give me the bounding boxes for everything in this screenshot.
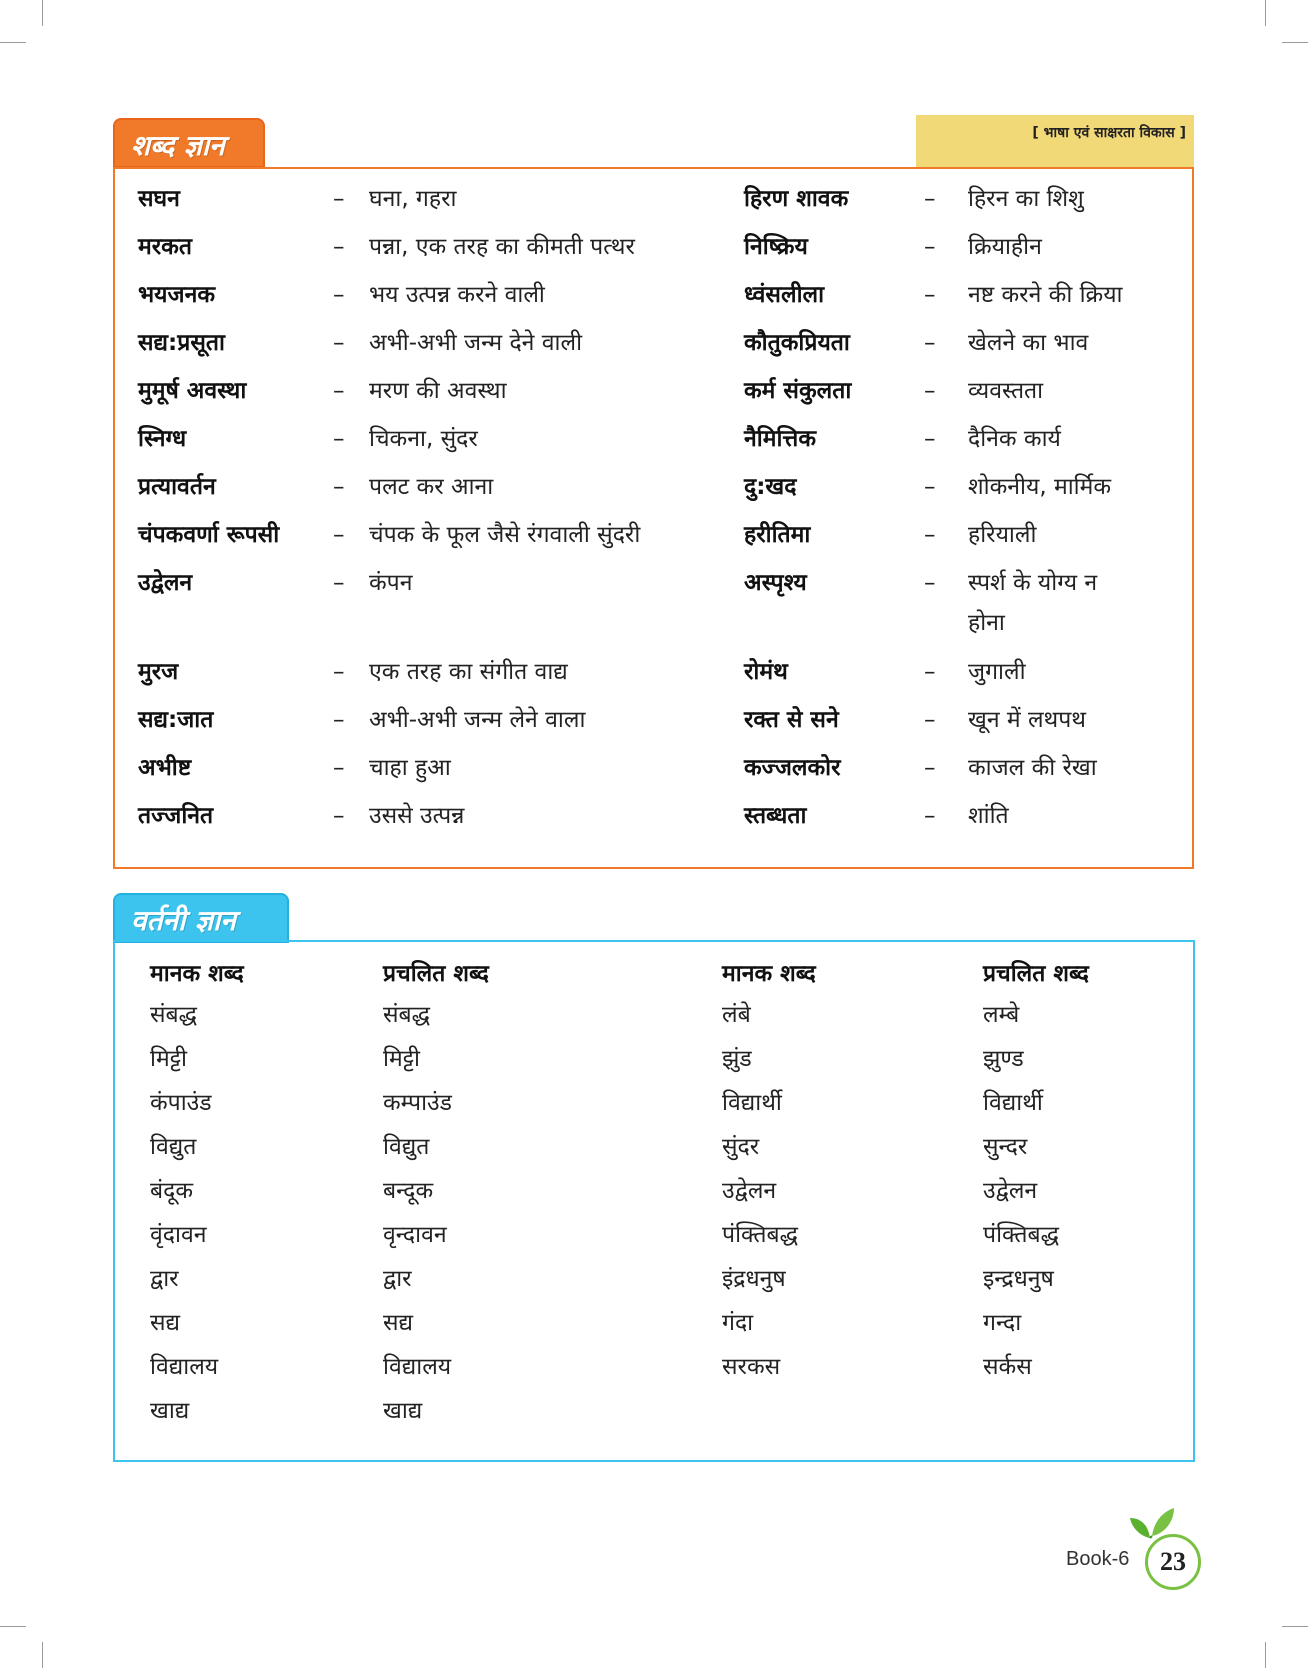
vocab-term: रक्त से सने — [744, 707, 839, 733]
common-word: इन्द्रधनुष — [983, 1266, 1054, 1292]
vocab-meaning: पन्ना, एक तरह का कीमती पत्थर — [369, 234, 635, 260]
dash-separator: – — [924, 234, 936, 260]
common-word: कम्पाउंड — [383, 1090, 452, 1116]
standard-word: सुंदर — [722, 1134, 760, 1160]
vocab-term: दु:खद — [744, 474, 797, 500]
crop-mark — [1265, 0, 1266, 26]
common-word: उद्वेलन — [983, 1178, 1038, 1204]
standard-word: विद्यार्थी — [722, 1090, 782, 1116]
vocab-term: सद्य:प्रसूता — [138, 330, 225, 356]
common-word: संबद्ध — [383, 1002, 431, 1028]
vocab-term: कज्जलकोर — [744, 755, 841, 781]
crop-mark — [1282, 1626, 1308, 1627]
vocab-term: तज्जनित — [138, 803, 214, 829]
standard-word: सरकस — [722, 1354, 781, 1380]
common-word: सर्कस — [983, 1354, 1032, 1380]
vocab-term: अस्पृश्य — [744, 570, 807, 596]
dash-separator: – — [333, 522, 345, 548]
vocab-term: कौतुकप्रियता — [744, 330, 850, 356]
vocab-meaning: घना, गहरा — [369, 186, 457, 212]
vocab-term: मुमूर्ष अवस्था — [138, 378, 247, 404]
common-word: पंक्तिबद्ध — [983, 1222, 1059, 1248]
vocab-meaning: चंपक के फूल जैसे रंगवाली सुंदरी — [369, 522, 641, 548]
vocab-meaning: शोकनीय, मार्मिक — [968, 474, 1112, 500]
vocab-term: हिरण शावक — [744, 186, 849, 212]
common-word: झुण्ड — [983, 1046, 1024, 1072]
page-number-badge — [1145, 1534, 1201, 1590]
dash-separator: – — [333, 474, 345, 500]
vocab-term: ध्वंसलीला — [744, 282, 825, 308]
dash-separator: – — [333, 659, 345, 685]
dash-separator: – — [333, 570, 345, 596]
standard-word: सद्य — [150, 1310, 181, 1336]
vocab-term: स्निग्ध — [138, 426, 187, 452]
column-header-standard: मानक शब्द — [722, 961, 816, 987]
book-label: Book-6 — [1066, 1548, 1130, 1570]
crop-mark — [42, 0, 43, 26]
vocab-term: स्तब्धता — [744, 803, 807, 829]
vocab-term: प्रत्यावर्तन — [138, 474, 216, 500]
dash-separator: – — [924, 186, 936, 212]
dash-separator: – — [924, 803, 936, 829]
standard-word: वृंदावन — [150, 1222, 207, 1248]
standard-word: कंपाउंड — [150, 1090, 212, 1116]
vocab-meaning: दैनिक कार्य — [968, 426, 1061, 452]
page-number: 23 — [1160, 1547, 1186, 1576]
subject-tag: [ भाषा एवं साक्षरता विकास ] — [1032, 125, 1186, 141]
dash-separator: – — [333, 426, 345, 452]
column-header-standard: मानक शब्द — [150, 961, 244, 987]
vocab-term: सघन — [138, 186, 180, 212]
vocab-meaning: एक तरह का संगीत वाद्य — [369, 659, 568, 685]
dash-separator: – — [333, 234, 345, 260]
vocab-term: चंपकवर्णा रूपसी — [138, 522, 280, 548]
standard-word: खाद्य — [150, 1398, 190, 1424]
common-word: सद्य — [383, 1310, 414, 1336]
vocab-meaning: शांति — [968, 803, 1009, 829]
vocab-meaning: काजल की रेखा — [968, 755, 1097, 781]
spelling-section-title: वर्तनी ज्ञान — [131, 904, 236, 937]
crop-mark — [42, 1642, 43, 1668]
dash-separator: – — [333, 707, 345, 733]
dash-separator: – — [924, 570, 936, 596]
vocab-meaning: चिकना, सुंदर — [369, 426, 478, 452]
vocab-term: मरकत — [138, 234, 192, 260]
dash-separator: – — [924, 282, 936, 308]
dash-separator: – — [924, 426, 936, 452]
vocab-meaning: हिरन का शिशु — [968, 186, 1084, 212]
common-word: गन्दा — [983, 1310, 1022, 1336]
subject-tag-band — [916, 115, 1194, 167]
standard-word: संबद्ध — [150, 1002, 198, 1028]
dash-separator: – — [924, 707, 936, 733]
standard-word: लंबे — [722, 1002, 751, 1028]
vocab-section-tab — [113, 118, 265, 168]
vocab-term: निष्क्रिय — [744, 234, 808, 260]
common-word: विद्यालय — [383, 1354, 452, 1380]
vocab-meaning: जुगाली — [968, 659, 1026, 685]
standard-word: पंक्तिबद्ध — [722, 1222, 798, 1248]
standard-word: विद्यालय — [150, 1354, 219, 1380]
common-word: मिट्टी — [383, 1046, 420, 1072]
dash-separator: – — [924, 522, 936, 548]
vocab-meaning: उससे उत्पन्न — [369, 803, 465, 829]
vocab-meaning: हरियाली — [968, 522, 1037, 548]
vocab-meaning: व्यवस्तता — [968, 378, 1044, 404]
common-word: खाद्य — [383, 1398, 423, 1424]
crop-mark — [1282, 42, 1308, 43]
vocab-term: हरीतिमा — [744, 522, 811, 548]
dash-separator: – — [924, 378, 936, 404]
dash-separator: – — [333, 282, 345, 308]
vocab-meaning: क्रियाहीन — [968, 234, 1042, 260]
spelling-section-tab — [113, 893, 289, 943]
common-word: विद्यार्थी — [983, 1090, 1043, 1116]
standard-word: झुंड — [722, 1046, 752, 1072]
common-word: द्वार — [383, 1266, 412, 1292]
common-word: सुन्दर — [983, 1134, 1028, 1160]
standard-word: विद्युत — [150, 1134, 197, 1160]
standard-word: इंद्रधनुष — [722, 1266, 786, 1292]
common-word: विद्युत — [383, 1134, 430, 1160]
common-word: बन्दूक — [383, 1178, 434, 1204]
vocab-meaning: चाहा हुआ — [369, 755, 451, 781]
vocab-term: मुरज — [138, 659, 179, 685]
dash-separator: – — [333, 755, 345, 781]
column-header-common: प्रचलित शब्द — [983, 961, 1089, 987]
vocab-term: उद्वेलन — [138, 570, 193, 596]
vocab-section-title: शब्द ज्ञान — [131, 129, 225, 162]
vocab-term: नैमित्तिक — [744, 426, 816, 452]
vocab-term: भयजनक — [138, 282, 216, 308]
dash-separator: – — [333, 186, 345, 212]
vocab-meaning: नष्ट करने की क्रिया — [968, 282, 1123, 308]
vocab-meaning: स्पर्श के योग्य न — [968, 570, 1098, 596]
dash-separator: – — [333, 803, 345, 829]
dash-separator: – — [924, 474, 936, 500]
crop-mark — [0, 42, 26, 43]
dash-separator: – — [924, 330, 936, 356]
dash-separator: – — [924, 659, 936, 685]
crop-mark — [1265, 1642, 1266, 1668]
vocab-meaning: अभी-अभी जन्म देने वाली — [369, 330, 583, 356]
vocab-term: सद्य:जात — [138, 707, 214, 733]
vocab-term: रोमंथ — [744, 659, 788, 685]
dash-separator: – — [333, 330, 345, 356]
vocab-meaning-continued: होना — [968, 610, 1005, 636]
standard-word: उद्वेलन — [722, 1178, 777, 1204]
common-word: वृन्दावन — [383, 1222, 447, 1248]
vocab-term: अभीष्ट — [138, 755, 192, 781]
vocab-meaning: कंपन — [369, 570, 413, 596]
column-header-common: प्रचलित शब्द — [383, 961, 489, 987]
vocab-meaning: भय उत्पन्न करने वाली — [369, 282, 545, 308]
standard-word: द्वार — [150, 1266, 179, 1292]
standard-word: बंदूक — [150, 1178, 194, 1204]
vocab-meaning: पलट कर आना — [369, 474, 494, 500]
vocab-meaning: अभी-अभी जन्म लेने वाला — [369, 707, 586, 733]
vocab-meaning: मरण की अवस्था — [369, 378, 507, 404]
vocab-term: कर्म संकुलता — [744, 378, 852, 404]
dash-separator: – — [333, 378, 345, 404]
vocab-meaning: खेलने का भाव — [968, 330, 1089, 356]
dash-separator: – — [924, 755, 936, 781]
vocab-meaning: खून में लथपथ — [968, 707, 1087, 733]
common-word: लम्बे — [983, 1002, 1020, 1028]
standard-word: मिट्टी — [150, 1046, 187, 1072]
crop-mark — [0, 1626, 26, 1627]
standard-word: गंदा — [722, 1310, 754, 1336]
